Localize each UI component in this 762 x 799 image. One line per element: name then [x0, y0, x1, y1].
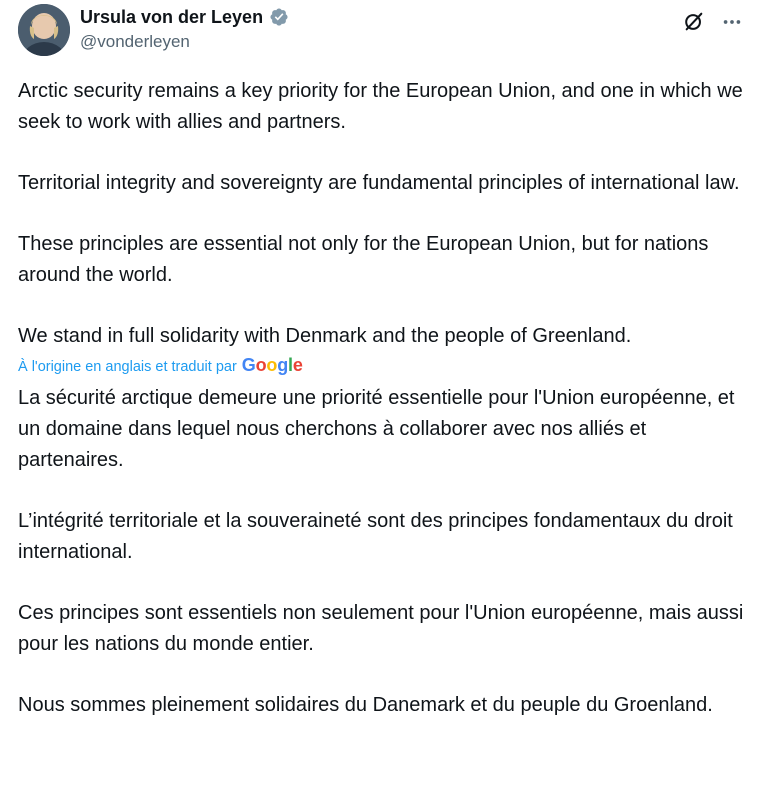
tweet-original-text	[18, 76, 744, 352]
translated-paragraph: Ces principes sont essentiels non seulement pour l'Union européenne, mais aussi pour les nations du monde entier.	[18, 602, 744, 655]
tweet-translated-text	[18, 383, 744, 721]
translated-paragraph: La sécurité arctique demeure une priorité essentielle pour l'Union européenne, et un domaine dans lequel nous cherchons à collaborer avec nos alliés et partenaires.	[18, 387, 735, 471]
more-icon[interactable]	[720, 10, 744, 34]
translation-note[interactable]	[18, 355, 744, 377]
translation-note-text: À l'origine en anglais et traduit par	[18, 359, 237, 375]
grok-icon[interactable]	[682, 10, 706, 34]
handle[interactable]: @vonderleyen	[80, 32, 190, 51]
author-info	[80, 6, 289, 52]
header-actions	[682, 10, 744, 34]
display-name[interactable]: Ursula von der Leyen	[80, 6, 264, 27]
tweet-header	[18, 0, 744, 66]
name-row	[80, 6, 289, 28]
google-logo: Google	[241, 355, 303, 375]
original-paragraph: These principles are essential not only for the European Union, but for nations around the world.	[18, 233, 709, 286]
translated-paragraph: Nous sommes pleinement solidaires du Danemark et du peuple du Groenland.	[18, 694, 713, 716]
original-paragraph: Arctic security remains a key priority for the European Union, and one in which we seek to work with allies and partners.	[18, 80, 743, 133]
original-paragraph: Territorial integrity and sovereignty are fundamental principles of international law.	[18, 172, 740, 194]
translated-paragraph: L’intégrité territoriale et la souveraineté sont des principes fondamentaux du droit international.	[18, 510, 733, 563]
avatar-image	[18, 4, 70, 56]
avatar[interactable]	[18, 4, 70, 56]
original-paragraph: We stand in full solidarity with Denmark and the people of Greenland.	[18, 325, 632, 347]
verified-badge-icon[interactable]	[269, 7, 289, 27]
